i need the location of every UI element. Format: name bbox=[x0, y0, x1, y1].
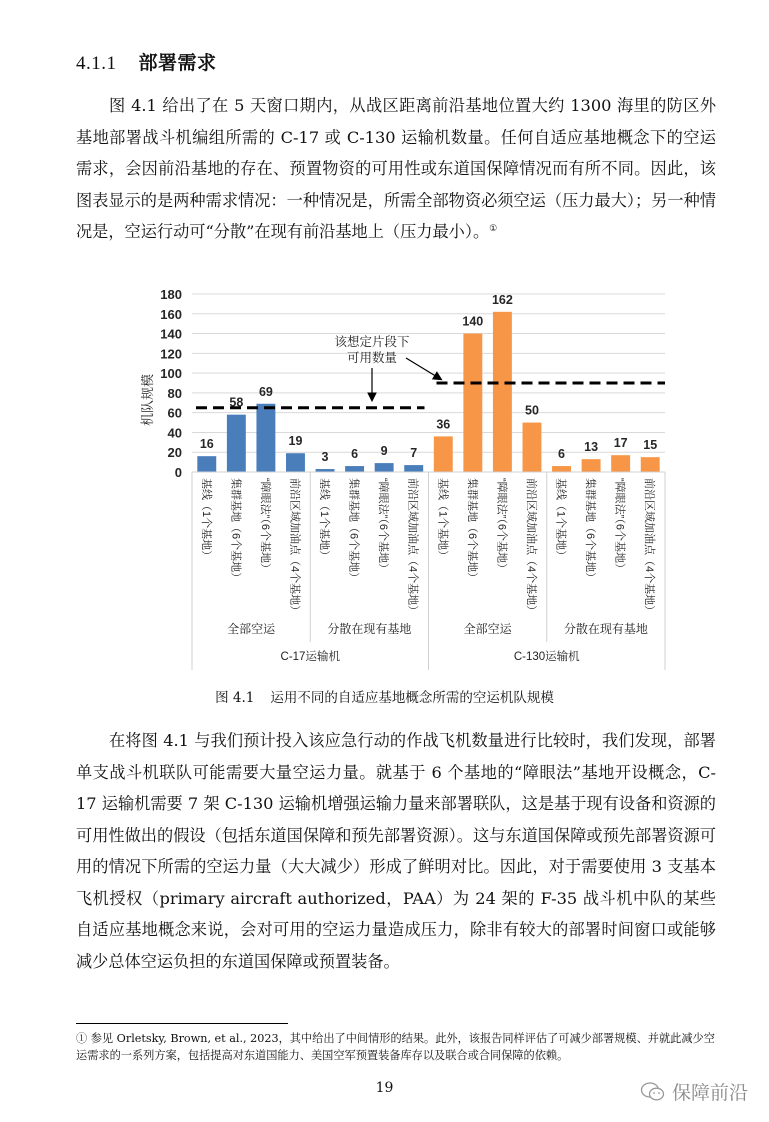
x-axis bbox=[192, 472, 665, 670]
bar bbox=[552, 466, 571, 472]
bar bbox=[582, 459, 601, 472]
figure-chart bbox=[110, 280, 680, 670]
subgroup-label: 全部空运 bbox=[227, 622, 276, 636]
page-number: 19 bbox=[375, 1080, 394, 1096]
section-heading bbox=[76, 48, 217, 75]
category-label: “障眼法”（6个基地） bbox=[377, 478, 390, 574]
subgroup-label: 分散在现有基地 bbox=[563, 622, 648, 636]
y-axis-label: 机队规模 bbox=[140, 373, 155, 427]
value-label: 6 bbox=[351, 447, 359, 462]
bar bbox=[345, 466, 364, 472]
value-label: 58 bbox=[229, 395, 244, 410]
annotation bbox=[334, 334, 440, 400]
y-tick-label: 20 bbox=[167, 445, 182, 461]
category-label: 集群基地（6个基地） bbox=[465, 478, 478, 584]
bar bbox=[375, 463, 394, 472]
value-label: 19 bbox=[288, 434, 303, 449]
figure-caption-text: 运用不同的自适应基地概念所需的空运机队规模 bbox=[270, 690, 554, 706]
category-label: 前沿区域加油点（4个基地） bbox=[406, 478, 419, 617]
value-label: 50 bbox=[525, 403, 539, 418]
footnote-reference[interactable]: ① bbox=[489, 224, 498, 234]
category-label: “障眼法”（6个基地） bbox=[613, 478, 626, 574]
category-label: 集群基地（6个基地） bbox=[229, 478, 242, 584]
category-label: 集群基地（6个基地） bbox=[347, 478, 360, 584]
category-label: 基线（1个基地） bbox=[318, 478, 331, 562]
category-label: 集群基地（6个基地） bbox=[584, 478, 597, 584]
value-label: 140 bbox=[462, 314, 484, 329]
value-label: 16 bbox=[199, 437, 214, 452]
watermark-text: 保障前沿 bbox=[672, 1082, 749, 1104]
annotation-line-2: 可用数量 bbox=[346, 351, 398, 365]
bar bbox=[493, 312, 512, 472]
category-label: 基线（1个基地） bbox=[554, 478, 567, 562]
y-tick-label: 60 bbox=[167, 405, 182, 421]
figure-caption bbox=[0, 686, 769, 706]
value-label: 69 bbox=[258, 384, 273, 399]
category-label: 基线（1个基地） bbox=[199, 478, 212, 562]
value-label: 3 bbox=[321, 450, 329, 465]
bar bbox=[463, 334, 482, 472]
y-tick-label: 40 bbox=[167, 425, 182, 441]
value-label: 7 bbox=[410, 446, 418, 461]
category-label: 前沿区域加油点（4个基地） bbox=[643, 478, 656, 617]
y-tick-label: 80 bbox=[167, 385, 182, 401]
section-title: 部署需求 bbox=[138, 52, 217, 74]
bar bbox=[197, 456, 216, 472]
bar bbox=[404, 465, 423, 472]
watermark bbox=[640, 1078, 748, 1105]
arrow-c130 bbox=[406, 358, 441, 379]
y-tick-label: 120 bbox=[160, 346, 182, 362]
category-label: “障眼法”（6个基地） bbox=[495, 478, 508, 574]
figure-label: 图 4.1 bbox=[215, 690, 255, 706]
bar bbox=[256, 404, 275, 472]
group-label: C-130运输机 bbox=[513, 651, 580, 663]
paragraph-2 bbox=[76, 725, 716, 977]
y-tick-label: 140 bbox=[160, 326, 182, 342]
y-tick-labels bbox=[160, 287, 182, 480]
value-label: 162 bbox=[491, 292, 513, 307]
bar bbox=[286, 453, 305, 472]
bar bbox=[227, 415, 246, 472]
subgroup-label: 分散在现有基地 bbox=[327, 622, 412, 636]
category-label: 基线（1个基地） bbox=[436, 478, 449, 562]
annotation-line-1: 该想定片段下 bbox=[334, 335, 410, 349]
bar bbox=[434, 436, 453, 472]
bar bbox=[641, 457, 660, 472]
value-label: 36 bbox=[436, 417, 451, 432]
paragraph-1 bbox=[76, 90, 716, 248]
y-tick-label: 100 bbox=[160, 366, 182, 382]
value-label: 6 bbox=[558, 447, 566, 462]
paragraph-2-text: 在将图 4.1 与我们预计投入该应急行动的作战飞机数量进行比较时，我们发现，部署单支战斗机联队可能需要大量空运力量。就基于 6 个基地的“障眼法”基地开设概念，C-17 运输机需要 7 架 C-130 运输机增强运输力量来部署联队，这是基于现有设备和资源的可用性做出的假设（包括东道国保障和预先部署资源）。这与东道国保障或预先部署资源可用的情况下所需的空运力量（大大减少）形成了鲜明对比。因此，对于需要使用 3 支基本飞机授权（primary aircraft authorized，PAA）为 24 架的 F-35 战斗机中队的某些自适应基地概念来说，会对可用的空运力量造成压力，除非有较大的部署时间窗口或能够减少总体空运负担的东道国保障或预置装备。 bbox=[76, 731, 716, 971]
value-label: 13 bbox=[584, 440, 599, 455]
bar-chart bbox=[110, 280, 680, 670]
footnote: ① 参见 Orletsky, Brown, et al., 2023，其中给出了中间情形的结果。此外，该报告同样评估了可减少部署规模、并就此减少空运需求的一系列方案，包括提高对东道国能力、美国空军预置装备库存以及联合或合同保障的依赖。 bbox=[76, 1032, 715, 1062]
value-label: 9 bbox=[380, 444, 388, 459]
category-label: “障眼法”（6个基地） bbox=[258, 478, 271, 574]
paragraph-1-text: 图 4.1 给出了在 5 天窗口期内，从战区距离前沿基地位置大约 1300 海里的防区外基地部署战斗机编组所需的 C-17 或 C-130 运输机数量。任何自适应基地概念下的空运需求，会因前沿基地的存在、预置物资的可用性或东道国保障情况而有所不同。因此，该图表显示的是两种需求情况：一种情况是，所需全部物资必须空运（压力最大）；另一种情况是，空运行动可“分散”在现有前沿基地上（压力最小）。 bbox=[76, 96, 716, 241]
value-label: 15 bbox=[643, 438, 658, 453]
y-tick-label: 0 bbox=[174, 465, 182, 480]
bar bbox=[523, 423, 542, 472]
subgroup-label: 全部空运 bbox=[463, 622, 512, 636]
category-label: 前沿区域加油点（4个基地） bbox=[288, 478, 301, 617]
group-label: C-17运输机 bbox=[280, 651, 340, 663]
y-tick-label: 180 bbox=[160, 287, 182, 302]
category-label: 前沿区域加油点（4个基地） bbox=[524, 478, 537, 617]
y-tick-label: 160 bbox=[160, 306, 182, 322]
footnote-separator bbox=[76, 1023, 288, 1024]
bar bbox=[611, 455, 630, 472]
wechat-icon bbox=[640, 1081, 666, 1103]
value-label: 17 bbox=[613, 436, 628, 451]
section-number: 4.1.1 bbox=[76, 53, 117, 74]
